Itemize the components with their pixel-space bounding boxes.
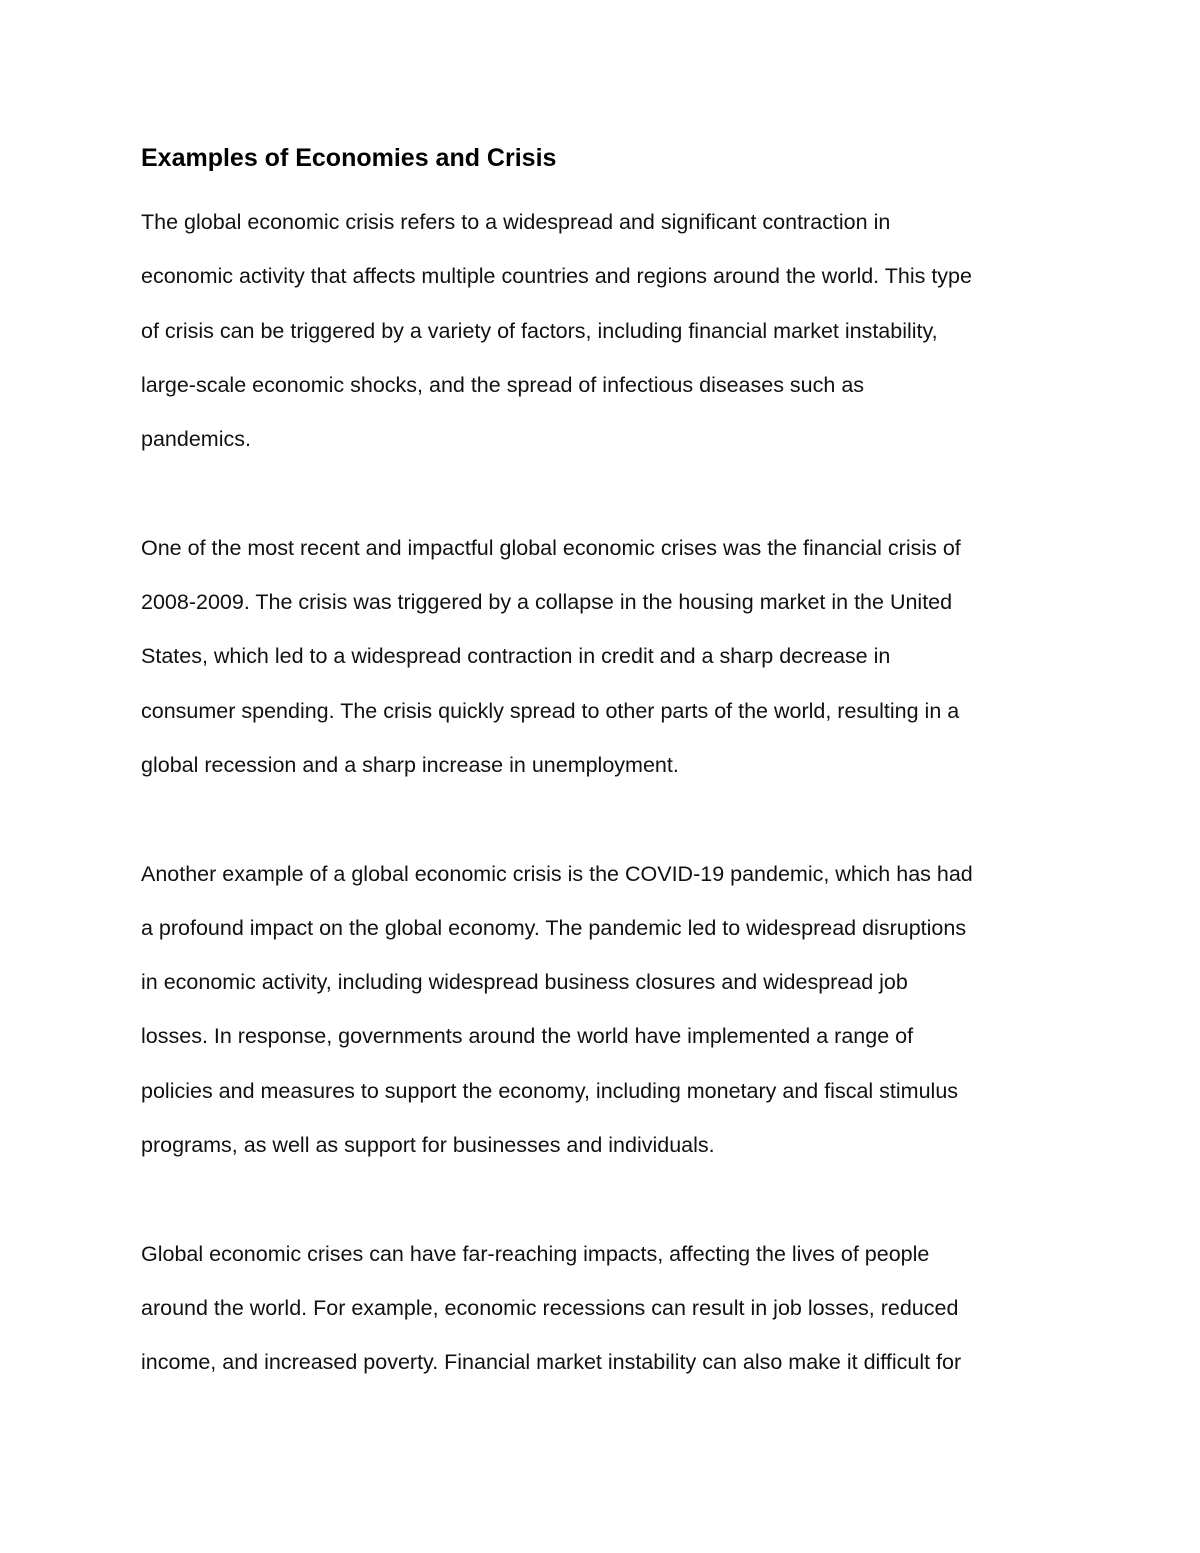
document-title: Examples of Economies and Crisis: [141, 144, 557, 172]
paragraph-line: Global economic crises can have far-reaching impacts, affecting the lives of people: [141, 1241, 930, 1266]
paragraph-line: economic activity that affects multiple countries and regions around the world. This type: [141, 264, 972, 289]
paragraph-spacer: [141, 792, 1071, 846]
paragraph-spacer: [141, 1172, 1071, 1226]
paragraph-line: Another example of a global economic crisis is the COVID-19 pandemic, which has had: [141, 861, 973, 886]
paragraph-line: large-scale economic shocks, and the spread of infectious diseases such as: [141, 372, 865, 397]
paragraph-3: [141, 847, 1071, 1173]
paragraph-line: in economic activity, including widespread business closures and widespread job: [141, 970, 908, 995]
paragraph-line: income, and increased poverty. Financial market instability can also make it difficult for: [141, 1350, 962, 1375]
paragraph-1: [141, 195, 1071, 466]
paragraph-line: policies and measures to support the economy, including monetary and fiscal stimulus: [141, 1078, 959, 1103]
paragraph-spacer: [141, 466, 1071, 520]
paragraph-4: [141, 1227, 1071, 1390]
paragraph-line: global recession and a sharp increase in unemployment.: [141, 752, 679, 777]
paragraph-line: consumer spending. The crisis quickly spread to other parts of the world, resulting in a: [141, 698, 960, 723]
paragraph-line: One of the most recent and impactful global economic crises was the financial crisis of: [141, 535, 961, 560]
paragraph-line: losses. In response, governments around the world have implemented a range of: [141, 1024, 914, 1049]
paragraph-line: pandemics.: [141, 427, 251, 452]
paragraph-2: [141, 521, 1071, 792]
paragraph-line: 2008-2009. The crisis was triggered by a collapse in the housing market in the United: [141, 590, 953, 615]
document-body: [141, 138, 1071, 1390]
paragraph-line: around the world. For example, economic recessions can result in job losses, reduced: [141, 1295, 959, 1320]
paragraph-line: programs, as well as support for businesses and individuals.: [141, 1133, 715, 1158]
paragraph-line: The global economic crisis refers to a widespread and significant contraction in: [141, 210, 891, 234]
paragraph-line: States, which led to a widespread contraction in credit and a sharp decrease in: [141, 644, 891, 669]
paragraph-line: of crisis can be triggered by a variety of factors, including financial market instability,: [141, 318, 938, 343]
paragraph-line: a profound impact on the global economy. The pandemic led to widespread disruptions: [141, 915, 967, 940]
